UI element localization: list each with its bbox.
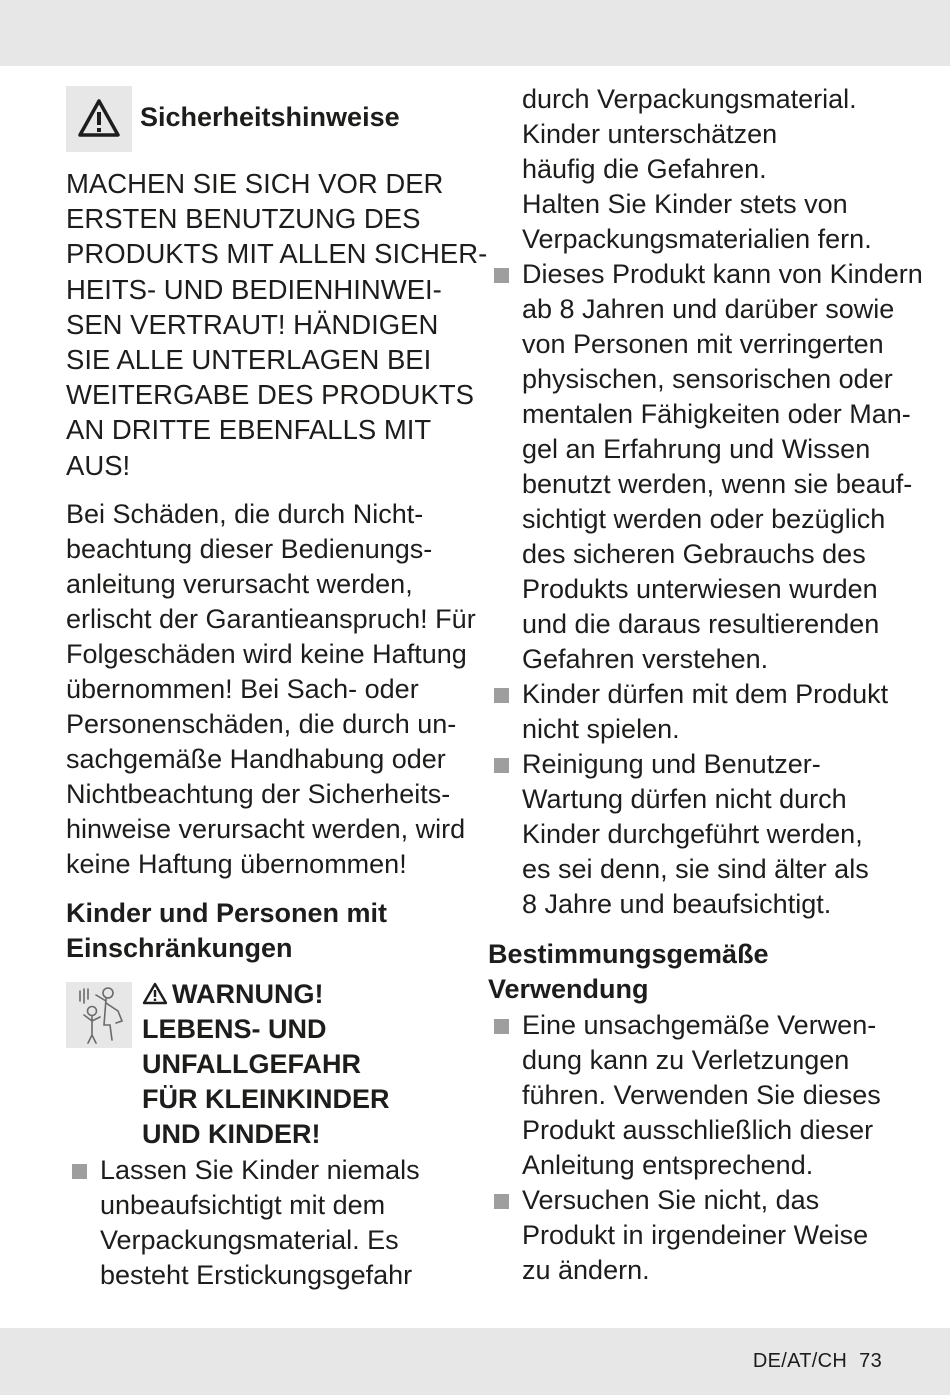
text-line: Produkts unterwiesen wurden xyxy=(522,574,878,604)
text-line: Verpackungsmaterial. Es xyxy=(100,1225,399,1255)
section-title: Sicherheitshinweise xyxy=(140,102,400,132)
text-line: sachgemäße Handhabung oder xyxy=(66,744,446,774)
list-item xyxy=(488,677,923,747)
text-line: SIE ALLE UNTERLAGEN BEI xyxy=(66,344,432,376)
bullet-square-icon xyxy=(72,1164,87,1179)
text-line: benutzt werden, wenn sie beauf- xyxy=(522,469,913,499)
warning-triangle-icon xyxy=(142,982,168,1005)
bullet-square-icon xyxy=(494,1019,509,1034)
text-line: häufig die Gefahren. xyxy=(522,154,767,184)
children-icon-box xyxy=(66,982,132,1048)
text-line: SEN VERTRAUT! HÄNDIGEN xyxy=(66,308,439,340)
page-footer xyxy=(753,1350,882,1373)
text-line: dung kann zu Verletzungen xyxy=(522,1045,850,1075)
children-safety-icon xyxy=(70,985,128,1045)
warning-label: WARNUNG! xyxy=(172,979,324,1009)
text-line: Kinder unterschätzen xyxy=(522,119,778,149)
text-line: Gefahren verstehen. xyxy=(522,644,769,674)
text-line: Reinigung und Benutzer- xyxy=(522,749,821,779)
text-line: es sei denn, sie sind älter als xyxy=(522,854,869,884)
text-line: erlischt der Garantieanspruch! Für xyxy=(66,604,476,634)
page-number: 73 xyxy=(859,1350,882,1372)
text-line: Lassen Sie Kinder niemals xyxy=(100,1155,420,1185)
text-line: Produkt in irgendeiner Weise xyxy=(522,1220,869,1250)
text-line: hinweise verursacht werden, wird xyxy=(66,814,466,844)
subheading-intended-use xyxy=(488,937,769,1007)
bullet-list-intended-use xyxy=(488,1008,881,1288)
subheading-children xyxy=(66,896,387,966)
text-line: von Personen mit verringerten xyxy=(522,329,884,359)
text-line: Folgeschäden wird keine Haftung xyxy=(66,639,467,669)
list-item xyxy=(66,1153,420,1293)
text-line: sichtigt werden oder bezüglich xyxy=(522,504,886,534)
bullet-list-right xyxy=(488,257,923,922)
list-item xyxy=(488,1008,881,1183)
caps-notice xyxy=(66,166,487,483)
text-line: Kinder und Personen mit xyxy=(66,898,388,928)
warning-heading xyxy=(142,977,390,1152)
text-line: PRODUKTS MIT ALLEN SICHER- xyxy=(66,238,488,270)
bullet-square-icon xyxy=(494,268,509,283)
text-line: Halten Sie Kinder stets von xyxy=(522,189,848,219)
list-item xyxy=(488,747,923,922)
text-line: ab 8 Jahren und darüber sowie xyxy=(522,294,895,324)
text-line: des sicheren Gebrauchs des xyxy=(522,539,866,569)
text-line: Eine unsachgemäße Verwen- xyxy=(522,1010,877,1040)
text-line: LEBENS- UND xyxy=(142,1014,327,1044)
text-line: übernommen! Bei Sach- oder xyxy=(66,674,419,704)
text-line: Nichtbeachtung der Sicherheits- xyxy=(66,779,451,809)
bullet-square-icon xyxy=(494,758,509,773)
text-line xyxy=(142,977,390,1012)
text-line: Personenschäden, die durch un- xyxy=(66,709,457,739)
bullet-continuation xyxy=(522,82,872,257)
text-line: und die daraus resultierenden xyxy=(522,609,880,639)
bullet-square-icon xyxy=(494,688,509,703)
text-line: FÜR KLEINKINDER xyxy=(142,1084,390,1114)
text-line: Versuchen Sie nicht, das xyxy=(522,1185,820,1215)
text-line: 8 Jahre und beaufsichtigt. xyxy=(522,889,832,919)
text-line: führen. Verwenden Sie dieses xyxy=(522,1080,881,1110)
text-line: Anleitung entsprechend. xyxy=(522,1150,814,1180)
bullet-square-icon xyxy=(494,1194,509,1209)
text-line: Kinder dürfen mit dem Produkt xyxy=(522,679,889,709)
text-line: UNFALLGEFAHR xyxy=(142,1049,361,1079)
top-band xyxy=(0,0,950,66)
bullet-list-left xyxy=(66,1153,420,1293)
text-line: WEITERGABE DES PRODUKTS xyxy=(66,379,474,411)
text-line: Wartung dürfen nicht durch xyxy=(522,784,847,814)
text-line: Kinder durchgeführt werden, xyxy=(522,819,863,849)
text-line: UND KINDER! xyxy=(142,1119,321,1149)
text-line: physischen, sensorischen oder xyxy=(522,364,893,394)
text-line: AN DRITTE EBENFALLS MIT xyxy=(66,414,432,446)
text-line: gel an Erfahrung und Wissen xyxy=(522,434,871,464)
footer-locale: DE/AT/CH xyxy=(752,1350,848,1372)
text-line: nicht spielen. xyxy=(522,714,680,744)
text-line: Produkt ausschließlich dieser xyxy=(522,1115,874,1145)
text-line: Einschränkungen xyxy=(66,933,293,963)
text-line: HEITS- UND BEDIENHINWEI- xyxy=(66,273,442,305)
warning-icon-box xyxy=(66,86,132,152)
text-line: mentalen Fähigkeiten oder Man- xyxy=(522,399,911,429)
list-item xyxy=(488,1183,881,1288)
warranty-paragraph xyxy=(66,497,476,882)
text-line: anleitung verursacht werden, xyxy=(66,569,413,599)
text-line: durch Verpackungsmaterial. xyxy=(522,84,857,114)
section-header xyxy=(66,86,466,152)
text-line: Verpackungsmaterialien fern. xyxy=(522,224,872,254)
text-line: Dieses Produkt kann von Kindern xyxy=(522,259,923,289)
list-item xyxy=(488,257,923,677)
warning-triangle-icon xyxy=(77,98,121,138)
text-line: Bestimmungsgemäße xyxy=(488,939,769,969)
text-line: zu ändern. xyxy=(522,1255,650,1285)
text-line: beachtung dieser Bedienungs- xyxy=(66,534,433,564)
text-line: keine Haftung übernommen! xyxy=(66,849,407,879)
text-line: MACHEN SIE SICH VOR DER xyxy=(66,168,444,199)
text-line: AUS! xyxy=(66,449,131,481)
text-line: ERSTEN BENUTZUNG DES xyxy=(66,203,421,235)
text-line: besteht Erstickungsgefahr xyxy=(100,1260,413,1290)
text-line: Verwendung xyxy=(488,974,649,1004)
text-line: unbeaufsichtigt mit dem xyxy=(100,1190,386,1220)
text-line: Bei Schäden, die durch Nicht- xyxy=(66,499,424,529)
